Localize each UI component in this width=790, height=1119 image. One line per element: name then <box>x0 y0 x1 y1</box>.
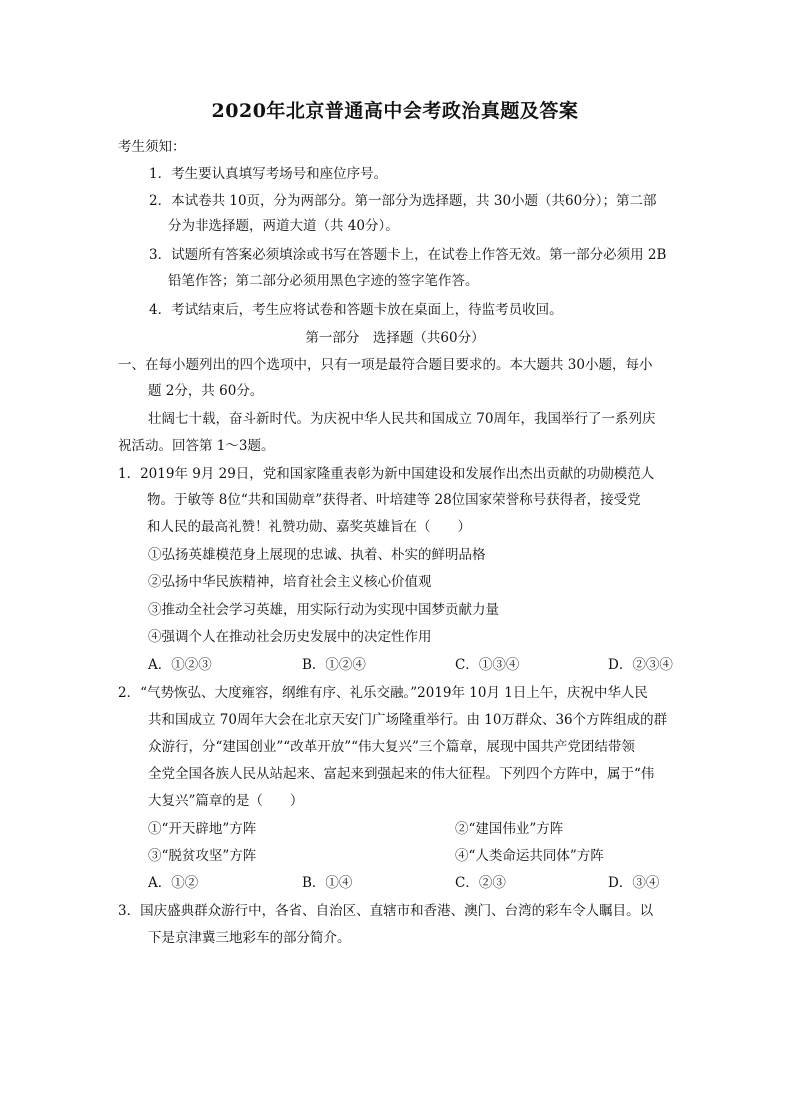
question-2-line: 大复兴”篇章的是（ ） <box>148 793 304 809</box>
question-2-line: 2．“气势恢弘、大度雍容，纲维有序、礼乐交融。”2019年 10月 1日上午，庆祝中华人民 <box>118 685 648 701</box>
question-2-statement: ①“开天辟地”方阵 <box>148 821 257 837</box>
question-1-statement: ②弘扬中华民族精神，培育社会主义核心价值观 <box>148 574 432 590</box>
notice-heading: 考生须知： <box>118 139 186 155</box>
question-2-option-b: B．①④ <box>302 875 353 891</box>
question-1-option-d: D．②③④ <box>608 657 673 673</box>
context-line: 祝活动。回答第 1～3题。 <box>118 438 275 454</box>
question-1-line: 1．2019年 9月 29日，党和国家隆重表彰为新中国建设和发展作出杰出贡献的功勋模范人 <box>118 466 655 482</box>
question-2-line: 共和国成立 70周年大会在北京天安门广场隆重举行。由 10万群众、36个方阵组成的群 <box>148 712 668 728</box>
instruction-line: 题 2分，共 60分。 <box>148 383 264 399</box>
question-2-statement: ④“人类命运共同体”方阵 <box>455 848 604 864</box>
question-2-statement: ②“建国伟业”方阵 <box>455 821 564 837</box>
question-3-line: 3．国庆盛典群众游行中，各省、自治区、直辖市和香港、澳门、台湾的彩车令人瞩目。以 <box>118 903 654 919</box>
question-2-statement: ③“脱贫攻坚”方阵 <box>148 848 257 864</box>
question-2-line: 全党全国各族人民从站起来、富起来到强起来的伟大征程。下列四个方阵中，属于“伟 <box>148 766 655 782</box>
question-1-statement: ①弘扬英雄模范身上展现的忠诚、执着、朴实的鲜明品格 <box>148 547 486 563</box>
question-2-option-a: A．①② <box>148 875 199 891</box>
notice-line: 3．试题所有答案必须填涂或书写在答题卡上，在试卷上作答无效。第一部分必须用 2B <box>149 247 667 263</box>
question-1-option-c: C．①③④ <box>455 657 520 673</box>
part1-title: 第一部分 选择题（共60分） <box>305 330 485 346</box>
context-line: 壮阔七十载，奋斗新时代。为庆祝中华人民共和国成立 70周年，我国举行了一系列庆 <box>148 411 656 427</box>
question-1-option-b: B．①②④ <box>302 657 366 673</box>
notice-line: 4．考试结束后，考生应将试卷和答题卡放在桌面上，待监考员收回。 <box>149 302 563 318</box>
question-1-line: 物。于敏等 8位“共和国勋章”获得者、叶培建等 28位国家荣誉称号获得者，接受党 <box>147 492 641 508</box>
notice-line: 2．本试卷共 10页，分为两部分。第一部分为选择题，共 30小题（共60分）；第二部 <box>149 193 657 209</box>
question-1-statement: ③推动全社会学习英雄，用实际行动为实现中国梦贡献力量 <box>148 602 499 618</box>
question-2-line: 众游行，分“建国创业”“改革开放”“伟大复兴”三个篇章，展现中国共产党团结带领 <box>148 739 635 755</box>
notice-line: 1．考生要认真填写考场号和座位序号。 <box>149 166 388 182</box>
notice-line: 铅笔作答；第二部分必须用黑色字迹的签字笔作答。 <box>168 273 479 289</box>
page-title: 2020年北京普通高中会考政治真题及答案 <box>211 100 579 122</box>
notice-line: 分为非选择题，两道大道（共 40分）。 <box>168 218 399 234</box>
instruction-line: 一、在每小题列出的四个选项中，只有一项是最符合题目要求的。本大题共 30小题，每小 <box>118 357 653 373</box>
question-1-line: 和人民的最高礼赞！礼赞功勋、嘉奖英雄旨在（ ） <box>147 519 471 535</box>
question-2-option-d: D．③④ <box>608 875 660 891</box>
question-2-option-c: C．②③ <box>455 875 506 891</box>
question-1-statement: ④强调个人在推动社会历史发展中的决定性作用 <box>148 629 432 645</box>
question-1-option-a: A．①②③ <box>148 657 212 673</box>
question-3-line: 下是京津冀三地彩车的部分简介。 <box>148 930 351 946</box>
